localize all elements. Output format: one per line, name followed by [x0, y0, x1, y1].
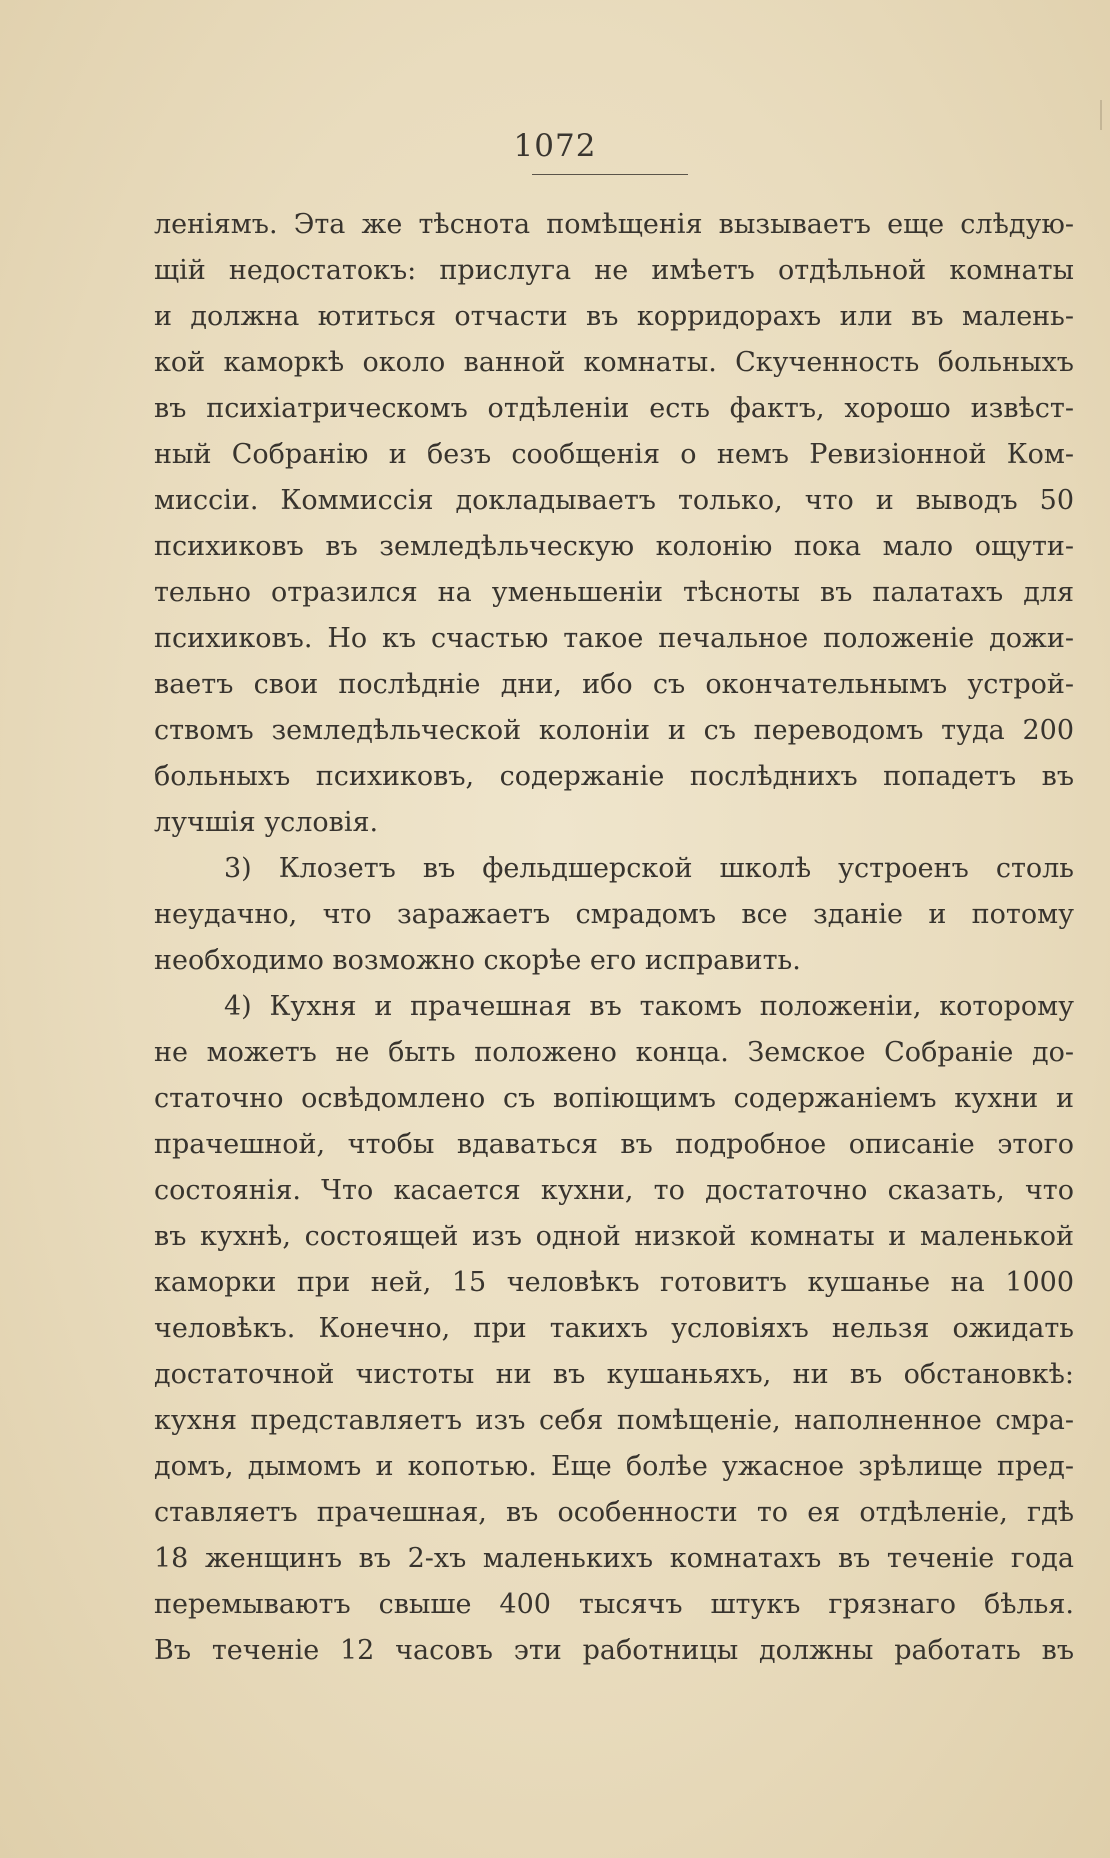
text-line: въ кухнѣ, состоящей изъ одной низкой комнаты и маленькой: [154, 1221, 1074, 1252]
text-line: ный Собранію и безъ сообщенія о немъ Ревизіонной Ком-: [154, 439, 1074, 470]
text-line: домъ, дымомъ и копотью. Еще болѣе ужасное зрѣлище пред-: [154, 1451, 1074, 1482]
text-line-paragraph-start: 3) Клозетъ въ фельдшерской школѣ устроенъ столь: [224, 853, 1074, 884]
text-line: кой каморкѣ около ванной комнаты. Скученность больныхъ: [154, 347, 1074, 378]
text-line: лучшія условія.: [154, 807, 379, 838]
text-line: психиковъ. Но къ счастью такое печальное положеніе дожи-: [154, 623, 1074, 654]
text-line: леніямъ. Эта же тѣснота помѣщенія вызываетъ еще слѣдую-: [154, 209, 1074, 240]
text-line: достаточной чистоты ни въ кушаньяхъ, ни въ обстановкѣ:: [154, 1359, 1074, 1390]
text-line: перемываютъ свыше 400 тысячъ штукъ грязнаго бѣлья.: [154, 1589, 1074, 1620]
text-line: миссіи. Коммиссія докладываетъ только, что и выводъ 50: [154, 485, 1074, 516]
text-line: прачешной, чтобы вдаваться въ подробное описаніе этого: [154, 1129, 1074, 1160]
text-line: тельно отразился на уменьшеніи тѣсноты въ палатахъ для: [154, 577, 1074, 608]
body-text: [154, 202, 1074, 1674]
text-line-paragraph-start: 4) Кухня и прачешная въ такомъ положеніи, которому: [224, 991, 1074, 1022]
text-line: необходимо возможно скорѣе его исправить.: [154, 945, 801, 976]
text-line: 18 женщинъ въ 2-хъ маленькихъ комнатахъ въ теченіе года: [154, 1543, 1074, 1574]
text-line: каморки при ней, 15 человѣкъ готовитъ кушанье на 1000: [154, 1267, 1074, 1298]
text-line: человѣкъ. Конечно, при такихъ условіяхъ нельзя ожидать: [154, 1313, 1074, 1344]
text-line: ствомъ земледѣльческой колоніи и съ переводомъ туда 200: [154, 715, 1074, 746]
margin-mark: [1100, 100, 1102, 130]
text-line: Въ теченіе 12 часовъ эти работницы должны работать въ: [154, 1635, 1074, 1666]
header-rule: [532, 174, 688, 175]
text-line: щій недостатокъ: прислуга не имѣетъ отдѣльной комнаты: [154, 255, 1074, 286]
text-line: состоянія. Что касается кухни, то достаточно сказать, что: [154, 1175, 1074, 1206]
text-line: въ психіатрическомъ отдѣленіи есть фактъ, хорошо извѣст-: [154, 393, 1074, 424]
text-line: не можетъ не быть положено конца. Земское Собраніе до-: [154, 1037, 1074, 1068]
text-line: кухня представляетъ изъ себя помѣщеніе, наполненное смра-: [154, 1405, 1074, 1436]
text-line: и должна ютиться отчасти въ корридорахъ или въ малень-: [154, 301, 1074, 332]
text-line: больныхъ психиковъ, содержаніе послѣднихъ попадетъ въ: [154, 761, 1074, 792]
text-line: психиковъ въ земледѣльческую колонію пока мало ощути-: [154, 531, 1074, 562]
page-number: 1072: [513, 128, 597, 164]
text-line: ставляетъ прачешная, въ особенности то ея отдѣленіе, гдѣ: [154, 1497, 1074, 1528]
text-line: неудачно, что заражаетъ смрадомъ все зданіе и потому: [154, 899, 1074, 930]
text-line: ваетъ свои послѣдніе дни, ибо съ окончательнымъ устрой-: [154, 669, 1074, 700]
text-line: статочно освѣдомлено съ вопіющимъ содержаніемъ кухни и: [154, 1083, 1074, 1114]
